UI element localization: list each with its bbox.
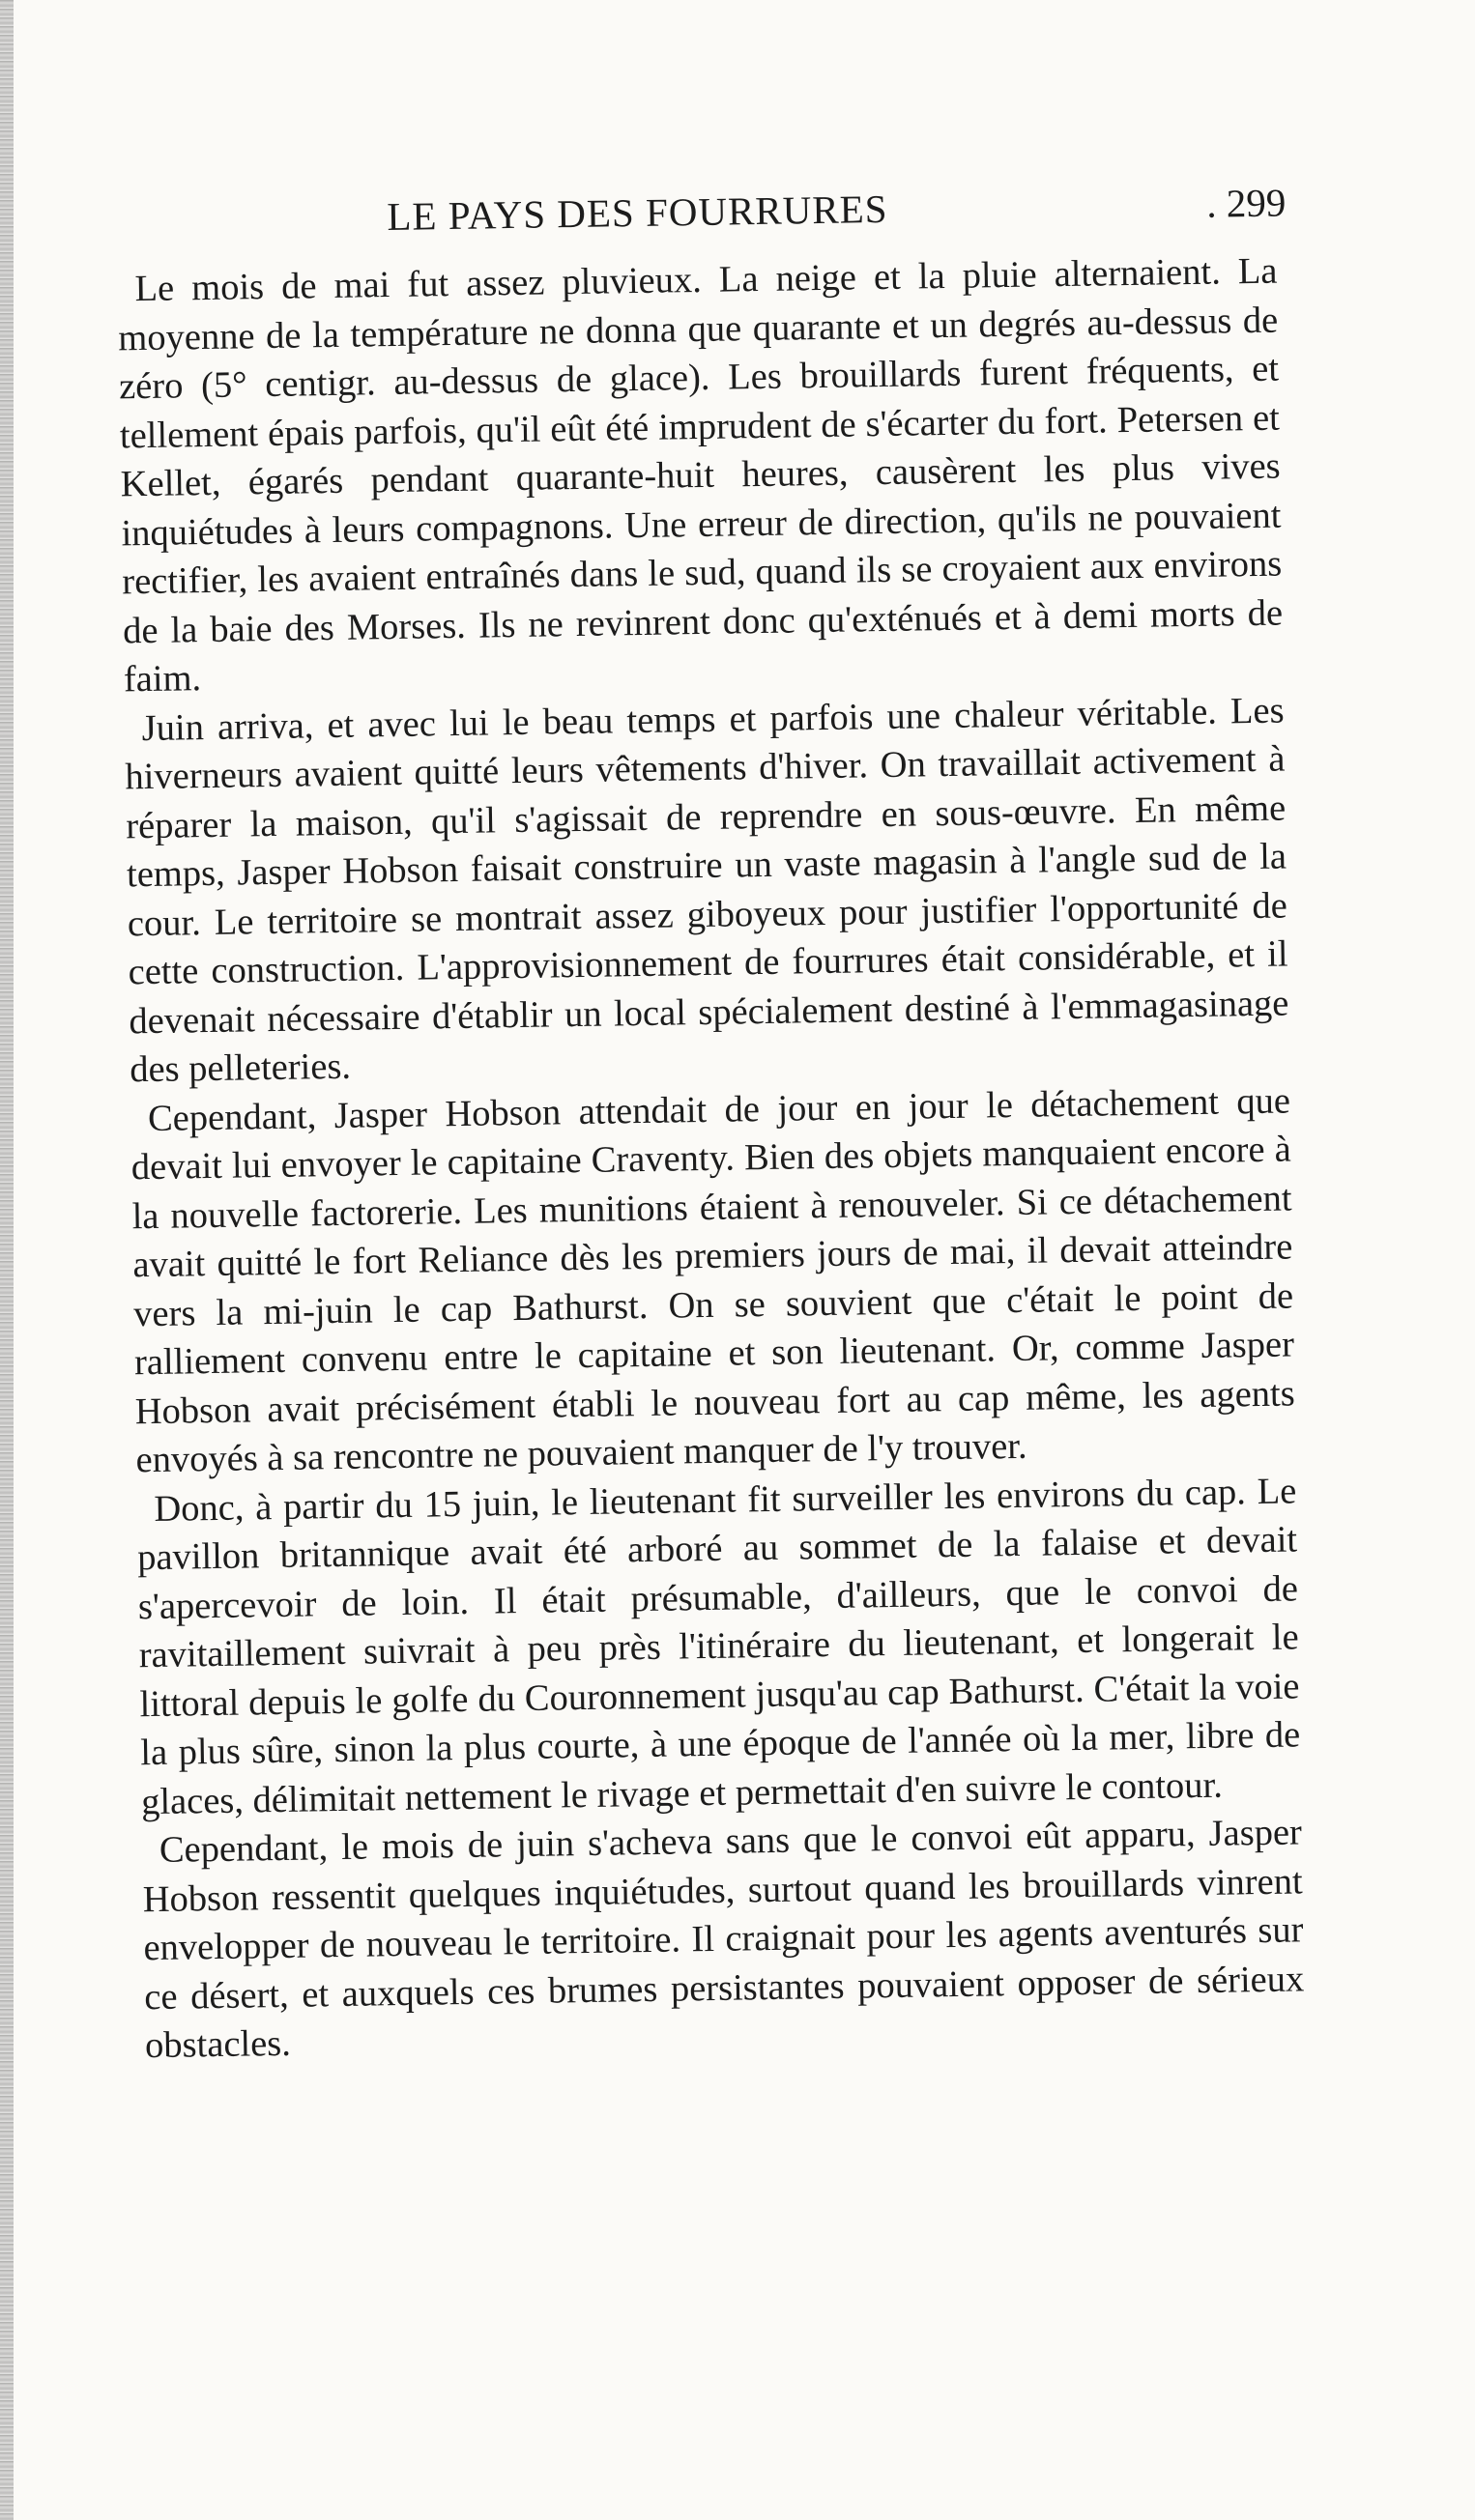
paragraph-1: Le mois de mai fut assez pluvieux. La neige et la pluie alternaient. La moyenne de la température ne donna que quarante et un degrés au-dessus de zéro (5° centigr. au-dessus de glace). Les brouillards furent fréquents, et tellement épais parfois, qu'il eût été imprudent de s'écarter du fort. Petersen et Kellet, égarés pendant quarante-huit heures, causèrent les plus vives inquiétudes à leurs compagnons. Une erreur de direction, qu'ils ne pouvaient rectifier, les avaient entraînés dans le sud, quand ils se croyaient aux environs de la baie des Morses. Ils ne revinrent donc qu'exténués et à demi morts de faim. [118, 250, 1284, 701]
scan-edge [0, 0, 14, 2520]
running-title: LE PAYS DES FOURRURES [387, 186, 888, 240]
paragraph-2: Juin arriva, et avec lui le beau temps et parfois une chaleur véritable. Les hiverneurs avaient quitté leurs vêtements d'hiver. On travaillait activement à réparer la maison, qu'il s'agissait de reprendre en sous-œuvre. En même temps, Jasper Hobson faisait construire un vaste magasin à l'angle sud de la cour. Le territoire se montrait assez giboyeux pour justifier l'opportunité de cette construction. L'approvisionnement de fourrures était considérable, et il devenait nécessaire d'établir un local spécialement destiné à l'emmagasinage des pelleteries. [125, 690, 1289, 1091]
paragraph-5: Cependant, le mois de juin s'acheva sans que le convoi eût apparu, Jasper Hobson ressentit quelques inquiétudes, surtout quand les brouillards vinrent envelopper de nouveau le territoire. Il craignait pour les agents aventurés sur ce désert, et auxquels ces brumes persistantes pouvaient opposer de sérieux obstacles. [142, 1812, 1305, 2067]
page-number: . 299 [1205, 180, 1287, 226]
book-page [116, 180, 1310, 2372]
body-text [117, 247, 1305, 2071]
paragraph-3: Cependant, Jasper Hobson attendait de jour en jour le détachement que devait lui envoyer le capitaine Craventy. Bien des objets manquaient encore à la nouvelle factorerie. Les munitions étaient à renouveler. Si ce détachement avait quitté le fort Reliance dès les premiers jours de mai, il devait atteindre vers la mi-juin le cap Bathurst. On se souvient que c'était le point de ralliement convenu entre le capitaine et son lieutenant. Or, comme Jasper Hobson avait précisément établi le nouveau fort au cap même, les agents envoyés à sa rencontre ne pouvaient manquer de l'y trouver. [130, 1079, 1295, 1481]
paragraph-4: Donc, à partir du 15 juin, le lieutenant fit surveiller les environs du cap. Le pavillon britannique avait été arboré au sommet de la falaise et devait s'apercevoir de loin. Il était présumable, d'ailleurs, que le convoi de ravitaillement suivrait à peu près l'itinéraire du lieutenant, et longerait le littoral depuis le golfe du Couronnement jusqu'au cap Bathurst. C'était la voie la plus sûre, sinon la plus courte, à une époque de l'année où la mer, libre de glaces, délimitait nettement le rivage et permettait d'en suivre le contour. [136, 1470, 1301, 1822]
